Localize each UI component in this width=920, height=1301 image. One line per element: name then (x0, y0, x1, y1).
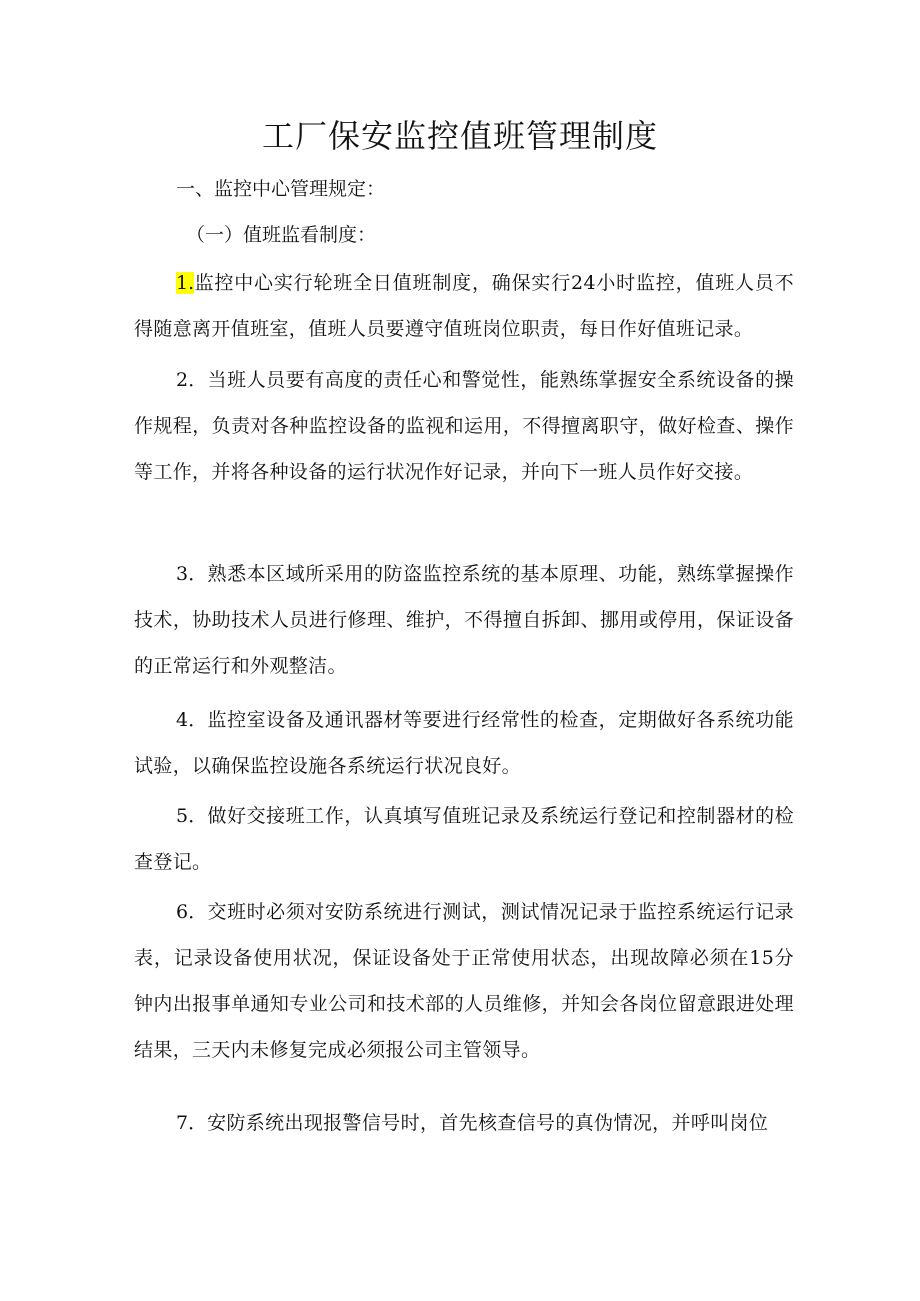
paragraph-item-7 (134, 1100, 794, 1146)
item-number: 6． (176, 901, 208, 923)
item-number: 3． (176, 563, 208, 585)
paragraph-item-5 (134, 793, 794, 885)
document-title: 工厂保安监控值班管理制度 (261, 117, 658, 155)
item-number: 7． (176, 1112, 208, 1134)
item-text: 监控中心实行轮班全日值班制度，确保实行24小时监控，值班人员不得随意离开值班室，值班人员要遵守值班岗位职责，每日作好值班记录。 (134, 272, 794, 340)
item-text: 当班人员要有高度的责任心和警觉性，能熟练掌握安全系统设备的操作规程，负责对各种监控设备的监视和运用，不得擅离职守，做好检查、操作等工作，并将各种设备的运行状况作好记录，并向下一班人员作好交接。 (134, 369, 794, 483)
paragraph-item-2 (134, 357, 794, 495)
item-text: 做好交接班工作，认真填写值班记录及系统运行登记和控制器材的检查登记。 (134, 805, 794, 873)
item-text: 安防系统出现报警信号时，首先核查信号的真伪情况，并呼叫岗位 (207, 1112, 769, 1134)
paragraph-item-4 (134, 697, 794, 789)
item-number-highlighted: 1. (176, 272, 195, 294)
item-number: 2． (176, 369, 208, 391)
item-text: 监控室设备及通讯器材等要进行经常性的检查，定期做好各系统功能试验，以确保监控设施各系统运行状况良好。 (134, 709, 794, 777)
paragraph-item-6 (134, 889, 794, 1073)
item-number: 5． (176, 805, 208, 827)
paragraph-item-1 (134, 260, 794, 352)
section-heading: 一、监控中心管理规定： (176, 178, 386, 200)
paragraph-item-3 (134, 551, 794, 689)
item-number: 4． (176, 709, 208, 731)
item-text: 交班时必须对安防系统进行测试，测试情况记录于监控系统运行记录表，记录设备使用状况，保证设备处于正常使用状态，出现故障必须在15分钟内出报事单通知专业公司和技术部的人员维修，并知会各岗位留意跟进处理结果，三天内未修复完成必须报公司主管领导。 (134, 901, 794, 1061)
subsection-heading: （一）值班监看制度： (186, 224, 377, 246)
item-text: 熟悉本区域所采用的防盗监控系统的基本原理、功能，熟练掌握操作技术，协助技术人员进行修理、维护，不得擅自拆卸、挪用或停用，保证设备的正常运行和外观整洁。 (134, 563, 794, 677)
